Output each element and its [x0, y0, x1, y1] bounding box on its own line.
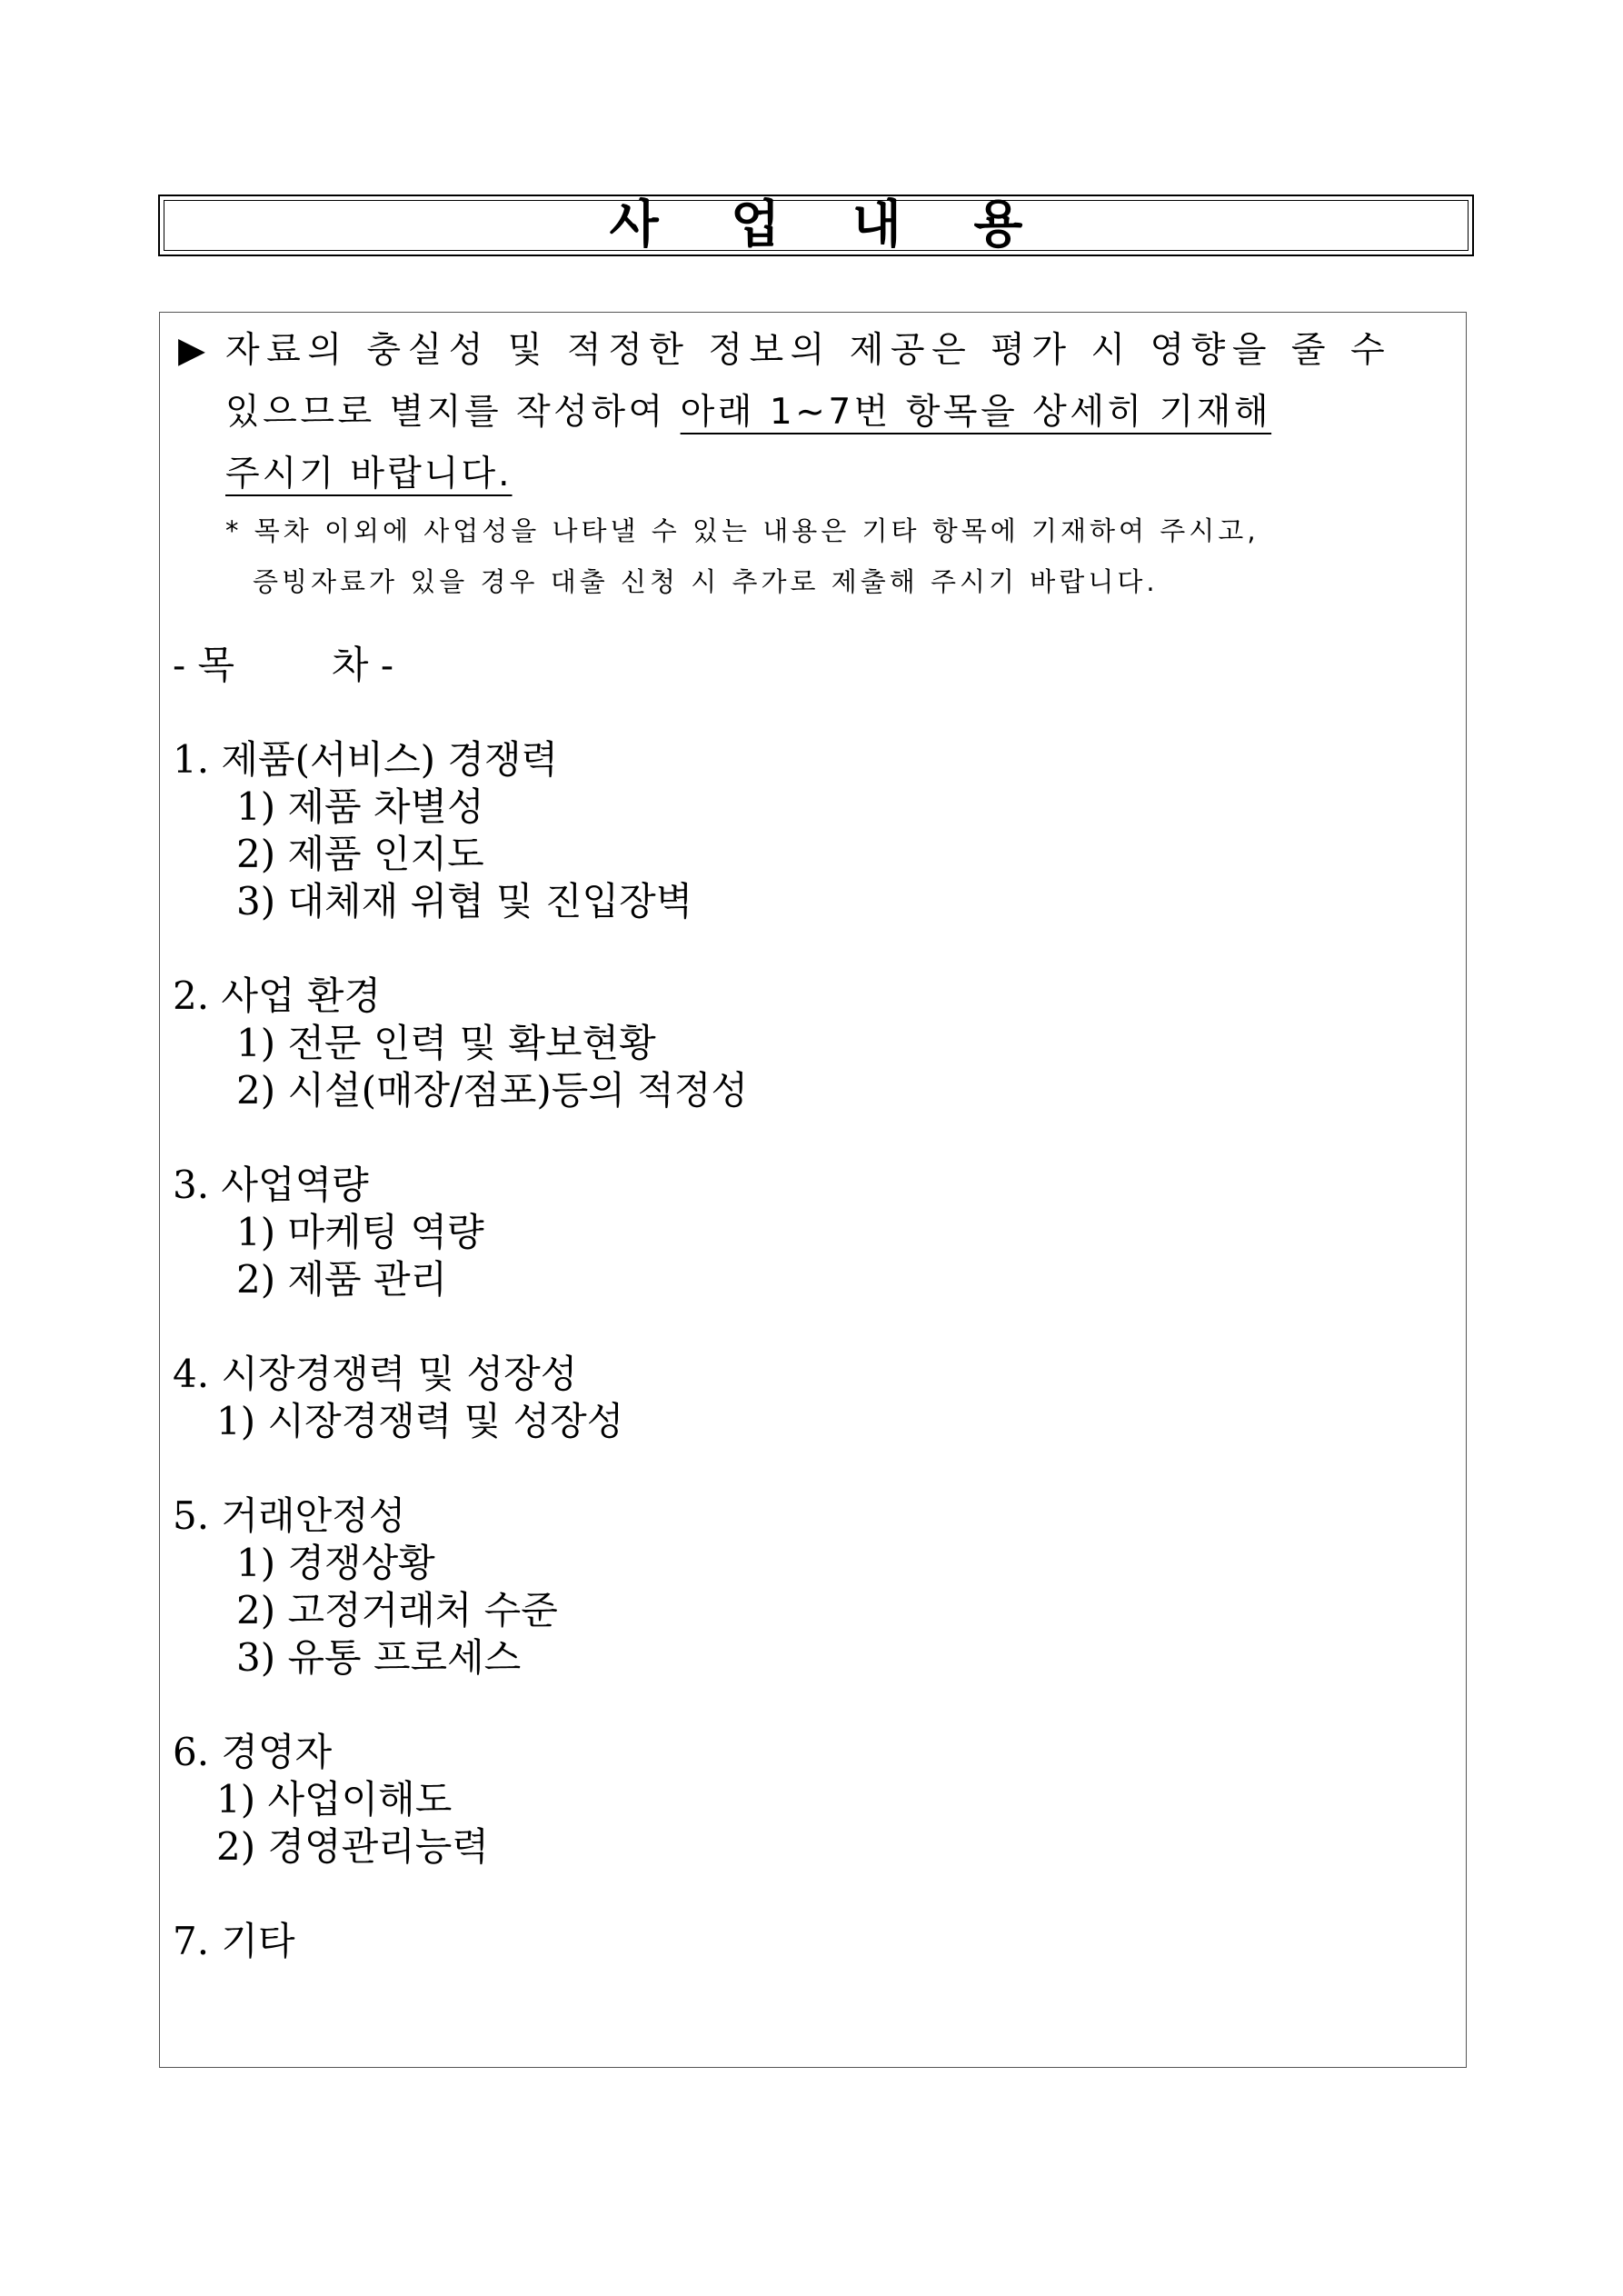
notice-line-1-text: 자료의 충실성 및 적정한 정보의 제공은 평가 시 영향을 줄 수 — [225, 330, 1392, 371]
toc-section-title: 2. 사업 환경 — [173, 973, 382, 1018]
toc-section-title: 1. 제품(서비스) 경쟁력 — [173, 737, 559, 782]
toc-section-3 — [173, 1162, 748, 1303]
toc-subitem: 2) 고정거래처 수준 — [236, 1588, 558, 1632]
toc-subitem: 3) 대체재 위협 및 진입장벽 — [236, 879, 693, 923]
page-title: 사 업 내 용 — [609, 195, 1050, 255]
notice-line-2 — [178, 382, 1450, 444]
toc-subitem: 2) 제품 인지도 — [236, 832, 484, 876]
notice-line-2-plain: 있으므로 별지를 작성하여 — [225, 392, 681, 433]
toc-subitem: 3) 유통 프로세스 — [236, 1635, 522, 1680]
toc-subitem: 1) 사업이해도 — [216, 1777, 453, 1822]
toc-section-title: 7. 기타 — [173, 1919, 295, 1963]
notice-line-3 — [178, 444, 1450, 505]
toc-section-title: 4. 시장경쟁력 및 성장성 — [173, 1352, 578, 1396]
notice-line-3-underlined: 주시기 바랍니다. — [225, 454, 513, 494]
toc-section-1 — [173, 736, 748, 925]
toc-section-title: 6. 경영자 — [173, 1730, 333, 1774]
toc-subitem: 1) 시장경쟁력 및 성장성 — [216, 1399, 624, 1443]
toc-heading: - 목 차 - — [173, 643, 394, 687]
note-line-2: 증빙자료가 있을 경우 대출 신청 시 추가로 제출해 주시기 바랍니다. — [253, 566, 1159, 597]
toc-section-6 — [173, 1729, 748, 1871]
toc-section-2 — [173, 973, 748, 1114]
note-line-1: * 목차 이외에 사업성을 나타낼 수 있는 내용은 기타 항목에 기재하여 주시고, — [225, 515, 1260, 546]
title-inner-border — [164, 195, 1469, 255]
content-box — [159, 312, 1467, 2068]
toc-section-4 — [173, 1351, 748, 1445]
notice-line-2-underlined: 아래 1∼7번 항목을 상세히 기재해 — [680, 392, 1272, 433]
toc-section-title: 3. 사업역량 — [173, 1163, 369, 1207]
toc-sections — [173, 736, 748, 1965]
toc-subitem: 1) 경쟁상황 — [236, 1541, 435, 1585]
toc-subitem: 2) 시설(매장/점포)등의 적정성 — [236, 1068, 749, 1113]
toc-section-5 — [173, 1492, 748, 1682]
toc-subitem: 2) 제품 관리 — [236, 1257, 448, 1302]
toc-subitem: 2) 경영관리능력 — [216, 1824, 489, 1869]
notice-block — [178, 320, 1450, 607]
toc-subitem: 1) 전문 인력 및 확보현황 — [236, 1021, 656, 1065]
toc-section-7 — [173, 1918, 748, 1965]
arrow-right-icon: ▶ — [178, 330, 205, 371]
toc-subitem: 1) 마케팅 역량 — [236, 1210, 484, 1254]
toc-subitem: 1) 제품 차별성 — [236, 784, 484, 829]
notice-line-1 — [178, 320, 1450, 382]
toc-section-title: 5. 거래안정성 — [173, 1493, 406, 1538]
table-of-contents — [173, 642, 748, 2012]
title-box — [158, 195, 1474, 256]
